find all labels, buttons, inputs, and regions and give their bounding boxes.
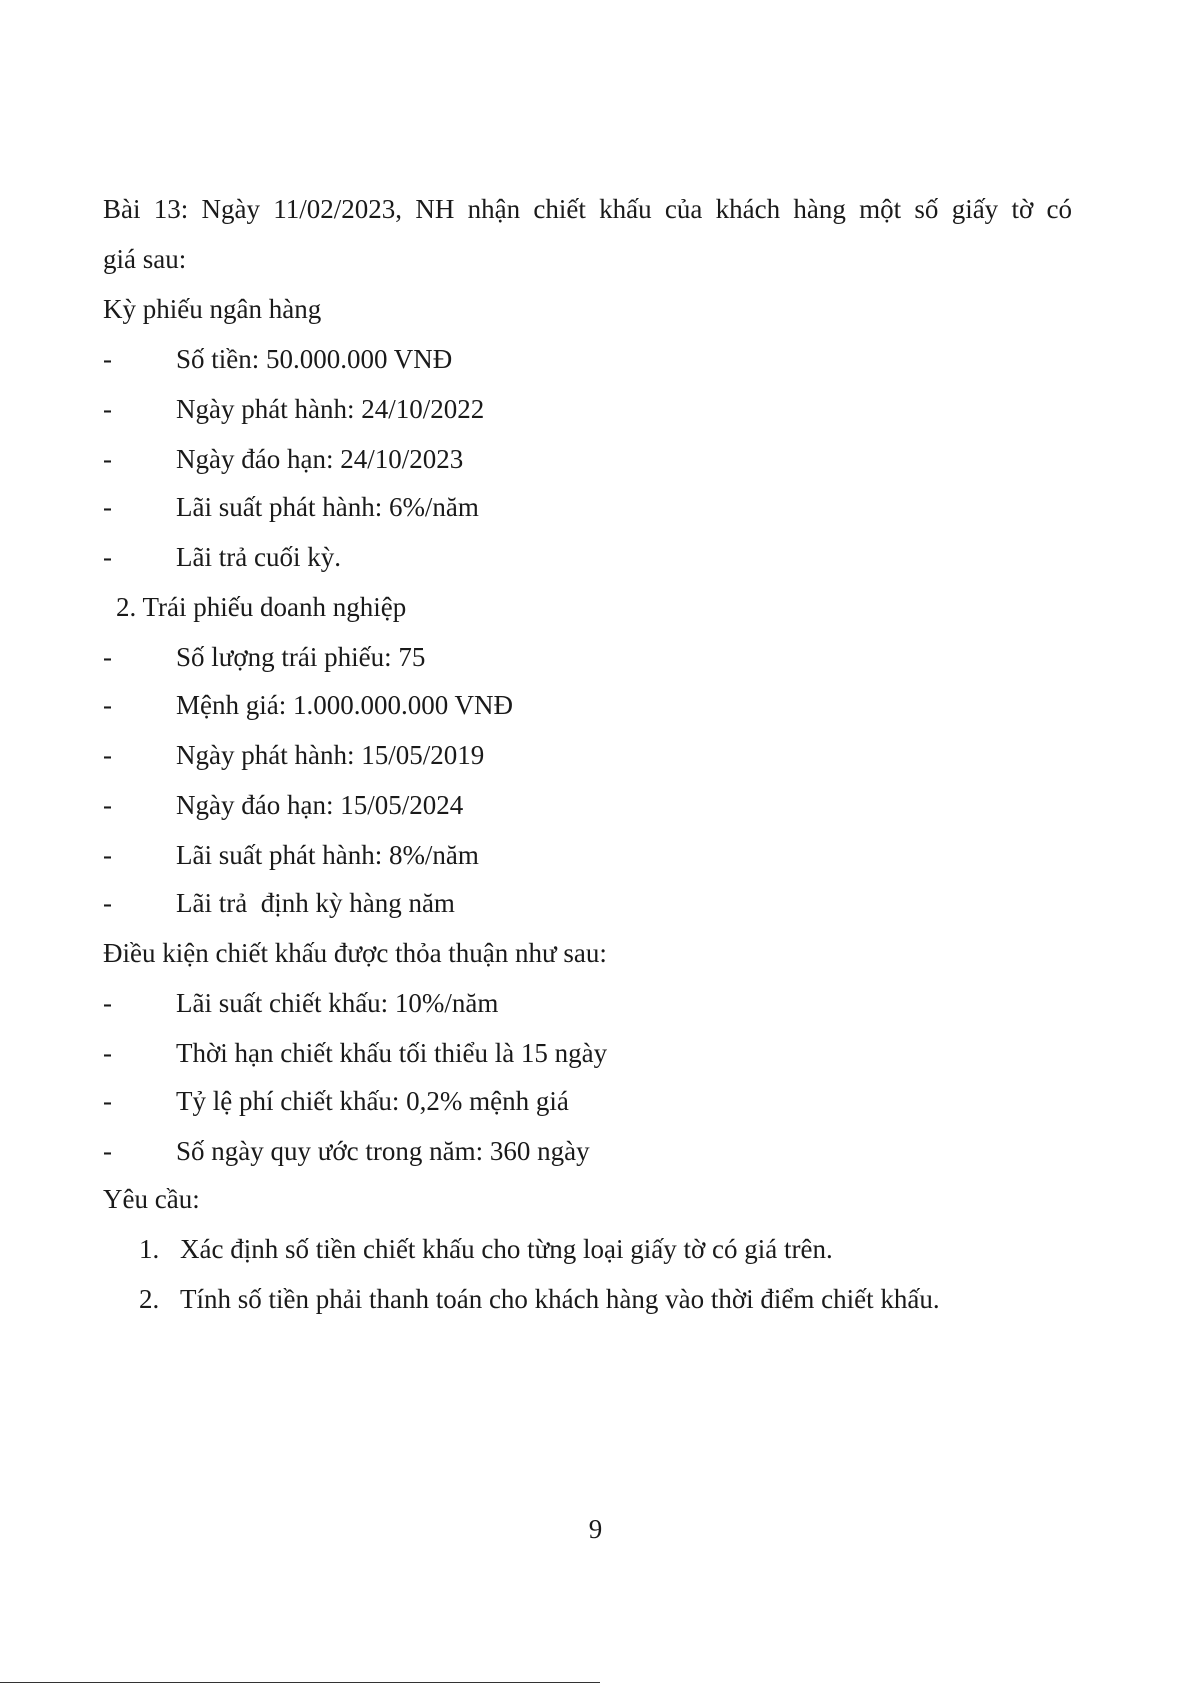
- list-item-text: Mệnh giá: 1.000.000.000 VNĐ: [176, 690, 513, 720]
- list-item-text: Xác định số tiền chiết khấu cho từng loại giấy tờ có giá trên.: [180, 1234, 833, 1264]
- list-item-text: Ngày phát hành: 24/10/2022: [176, 394, 485, 424]
- section-title-corporate-bond: 2. Trái phiếu doanh nghiệp: [116, 592, 407, 622]
- list-number: 2.: [139, 1284, 160, 1314]
- bullet-dash: -: [103, 888, 112, 918]
- list-item-text: Số tiền: 50.000.000 VNĐ: [176, 344, 453, 374]
- bullet-dash: -: [103, 790, 112, 820]
- list-item-text: Ngày phát hành: 15/05/2019: [176, 740, 485, 770]
- list-item-text: Lãi suất phát hành: 8%/năm: [176, 840, 479, 870]
- bullet-dash: -: [103, 740, 112, 770]
- list-item-text: Lãi trả cuối kỳ.: [176, 542, 341, 572]
- bullet-dash: -: [103, 690, 112, 720]
- list-number: 1.: [139, 1234, 160, 1264]
- bullet-dash: -: [103, 1038, 112, 1068]
- list-item-text: Thời hạn chiết khấu tối thiểu là 15 ngày: [176, 1038, 608, 1068]
- section-title-requirements: Yêu cầu:: [103, 1184, 200, 1214]
- list-item-text: Số lượng trái phiếu: 75: [176, 642, 426, 672]
- bullet-dash: -: [103, 394, 112, 424]
- bullet-dash: -: [103, 1136, 112, 1166]
- bullet-dash: -: [103, 492, 112, 522]
- exercise-intro-line1: Bài 13: Ngày 11/02/2023, NH nhận chiết khấu của khách hàng một số giấy tờ có: [103, 194, 1072, 224]
- list-item-text: Số ngày quy ước trong năm: 360 ngày: [176, 1136, 590, 1166]
- page-number: 9: [588, 1514, 603, 1544]
- list-item-text: Tính số tiền phải thanh toán cho khách hàng vào thời điểm chiết khấu.: [180, 1284, 940, 1314]
- bullet-dash: -: [103, 444, 112, 474]
- list-item-text: Lãi trả định kỳ hàng năm: [176, 888, 455, 918]
- section-title-promissory-note: Kỳ phiếu ngân hàng: [103, 294, 322, 324]
- list-item-text: Ngày đáo hạn: 15/05/2024: [176, 790, 464, 820]
- bullet-dash: -: [103, 344, 112, 374]
- bullet-dash: -: [103, 642, 112, 672]
- bullet-dash: -: [103, 1086, 112, 1116]
- footer-divider: [0, 1682, 600, 1683]
- bullet-dash: -: [103, 988, 112, 1018]
- list-item-text: Tỷ lệ phí chiết khấu: 0,2% mệnh giá: [176, 1086, 569, 1116]
- list-item-text: Ngày đáo hạn: 24/10/2023: [176, 444, 464, 474]
- list-item-text: Lãi suất phát hành: 6%/năm: [176, 492, 479, 522]
- exercise-intro-line2: giá sau:: [103, 244, 187, 274]
- section-title-conditions: Điều kiện chiết khấu được thỏa thuận như sau:: [103, 938, 607, 968]
- bullet-dash: -: [103, 840, 112, 870]
- list-item-text: Lãi suất chiết khấu: 10%/năm: [176, 988, 499, 1018]
- bullet-dash: -: [103, 542, 112, 572]
